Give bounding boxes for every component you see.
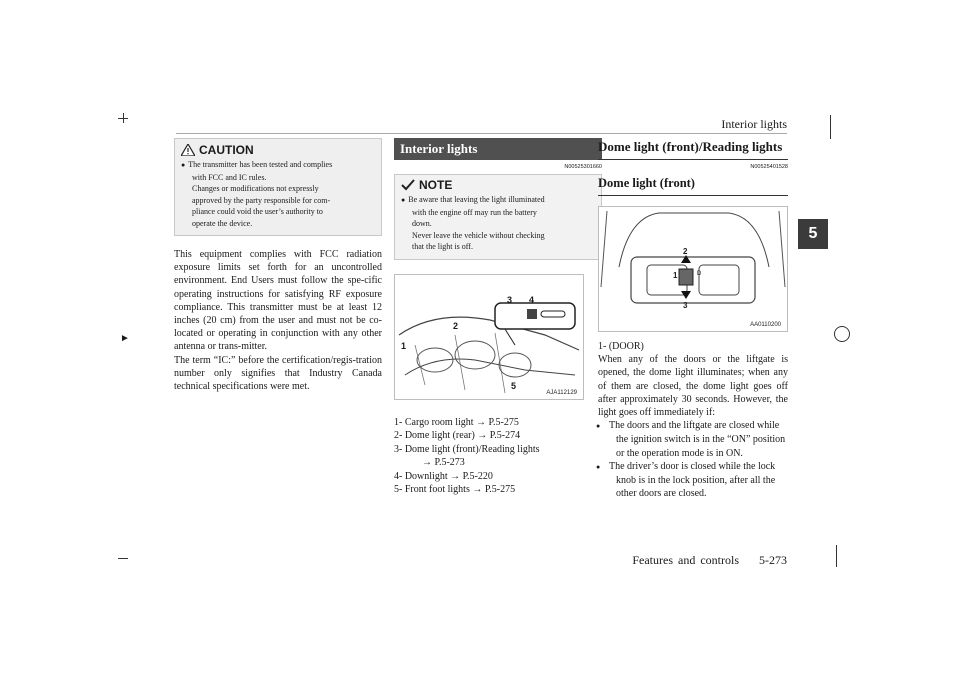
door-paragraph: When any of the doors or the liftgate is opened, the dome light illuminates; when any of them are closed, the dome light goes off after approximately 30 seconds. However, the light goes off immediately if:	[598, 354, 788, 419]
figure-id: AJA112129	[546, 389, 577, 396]
note-title: NOTE	[419, 178, 453, 192]
header-rule	[176, 133, 787, 134]
note-line: down.	[412, 219, 432, 228]
callout-label: 3	[683, 301, 688, 310]
caution-line: ● The transmitter has been tested and complies	[181, 159, 375, 172]
bullet-icon: ●	[181, 161, 186, 169]
callout-label: 3	[507, 294, 513, 305]
column-1	[174, 138, 382, 393]
list-item: 1- Cargo room light → P.5-275	[394, 416, 519, 428]
callout-label: D	[697, 271, 702, 277]
note-header	[401, 178, 595, 192]
note-line: Never leave the vehicle without checking	[412, 230, 545, 240]
list-item: → P.5-273	[422, 457, 465, 468]
interior-lights-figure	[394, 274, 584, 400]
note-line: with the engine off may run the battery	[412, 207, 537, 217]
lights-list	[394, 416, 602, 497]
caution-box	[174, 138, 382, 236]
column-3	[598, 138, 788, 500]
list-item: 5- Front foot lights → P.5-275	[394, 484, 516, 495]
header-title: Interior lights	[721, 117, 787, 131]
caution-line: Changes or modifications not expressly	[192, 184, 319, 193]
footer-section: Features and controls	[632, 553, 739, 567]
crop-mark	[830, 115, 831, 139]
callout-label: 5	[511, 380, 517, 391]
caution-title: CAUTION	[199, 143, 254, 157]
caution-line: approved by the party responsible for com-	[192, 195, 331, 205]
list-item: 2- Dome light (rear) → P.5-274	[394, 430, 521, 441]
section-title: Dome light (front)/Reading lights	[598, 138, 788, 160]
callout-label: 2	[453, 320, 459, 331]
section-title: Interior lights	[394, 138, 602, 160]
note-line: ● Be aware that leaving the light illuminated	[401, 194, 595, 207]
bullet-item: ● The doors and the liftgate are closed while the ignition switch is in the “ON” position or the operation mode is in ON.	[596, 420, 786, 459]
list-item: 4- Downlight → P.5-220	[394, 470, 493, 482]
figure-id: AA0110200	[750, 322, 781, 328]
callout-label: 1	[673, 271, 678, 280]
column-2	[394, 138, 602, 497]
registration-mark	[834, 326, 850, 342]
footer-page-number: 5-273	[759, 553, 787, 567]
subsection-title: Dome light (front)	[598, 176, 788, 196]
callout-label: 4	[529, 294, 535, 305]
crop-mark	[123, 113, 124, 123]
list-item: 3- Dome light (front)/Reading lights	[394, 443, 540, 455]
crop-mark	[836, 545, 837, 567]
registration-mark: ►	[120, 333, 130, 344]
check-icon	[401, 179, 415, 191]
bullet-item: ● The driver’s door is closed while the lock knob is in the lock position, after all the other doors are closed.	[596, 460, 776, 500]
caution-line: operate the device.	[192, 218, 253, 228]
warning-triangle-icon	[181, 144, 195, 156]
ic-paragraph: The term “IC:” before the certification/regis-tration number only signifies that Industry Canada technical specifications were met.	[174, 354, 382, 393]
bullet-icon: ●	[401, 196, 406, 204]
door-lead: 1- (DOOR)	[598, 341, 644, 352]
doc-id: N00525301660	[564, 164, 602, 170]
caution-header	[181, 143, 375, 157]
dome-light-illustration	[599, 207, 787, 331]
chapter-tab: 5	[798, 219, 828, 249]
callout-label: 2	[683, 247, 688, 256]
car-interior-illustration	[395, 275, 583, 399]
dome-light-figure	[598, 206, 788, 332]
note-box	[394, 174, 602, 260]
caution-line: pliance could void the user’s authority to	[192, 207, 323, 216]
crop-mark	[118, 558, 128, 559]
page-footer	[632, 553, 787, 568]
note-line: that the light is off.	[412, 242, 473, 251]
doc-id: N00525401528	[750, 164, 788, 170]
fcc-paragraph: This equipment complies with FCC radiation exposure limits set forth for an uncontrolled environment. End Users must follow the spe-cific operating instructions for satisfying RF exposure compliance. This transmitter must be at least 12 inches (20 cm) from the user and must not be co-located or operating in conjunction with any other antenna or trans-mitter.	[174, 249, 382, 353]
callout-label: 1	[401, 340, 407, 351]
caution-line: with FCC and IC rules.	[192, 172, 267, 182]
